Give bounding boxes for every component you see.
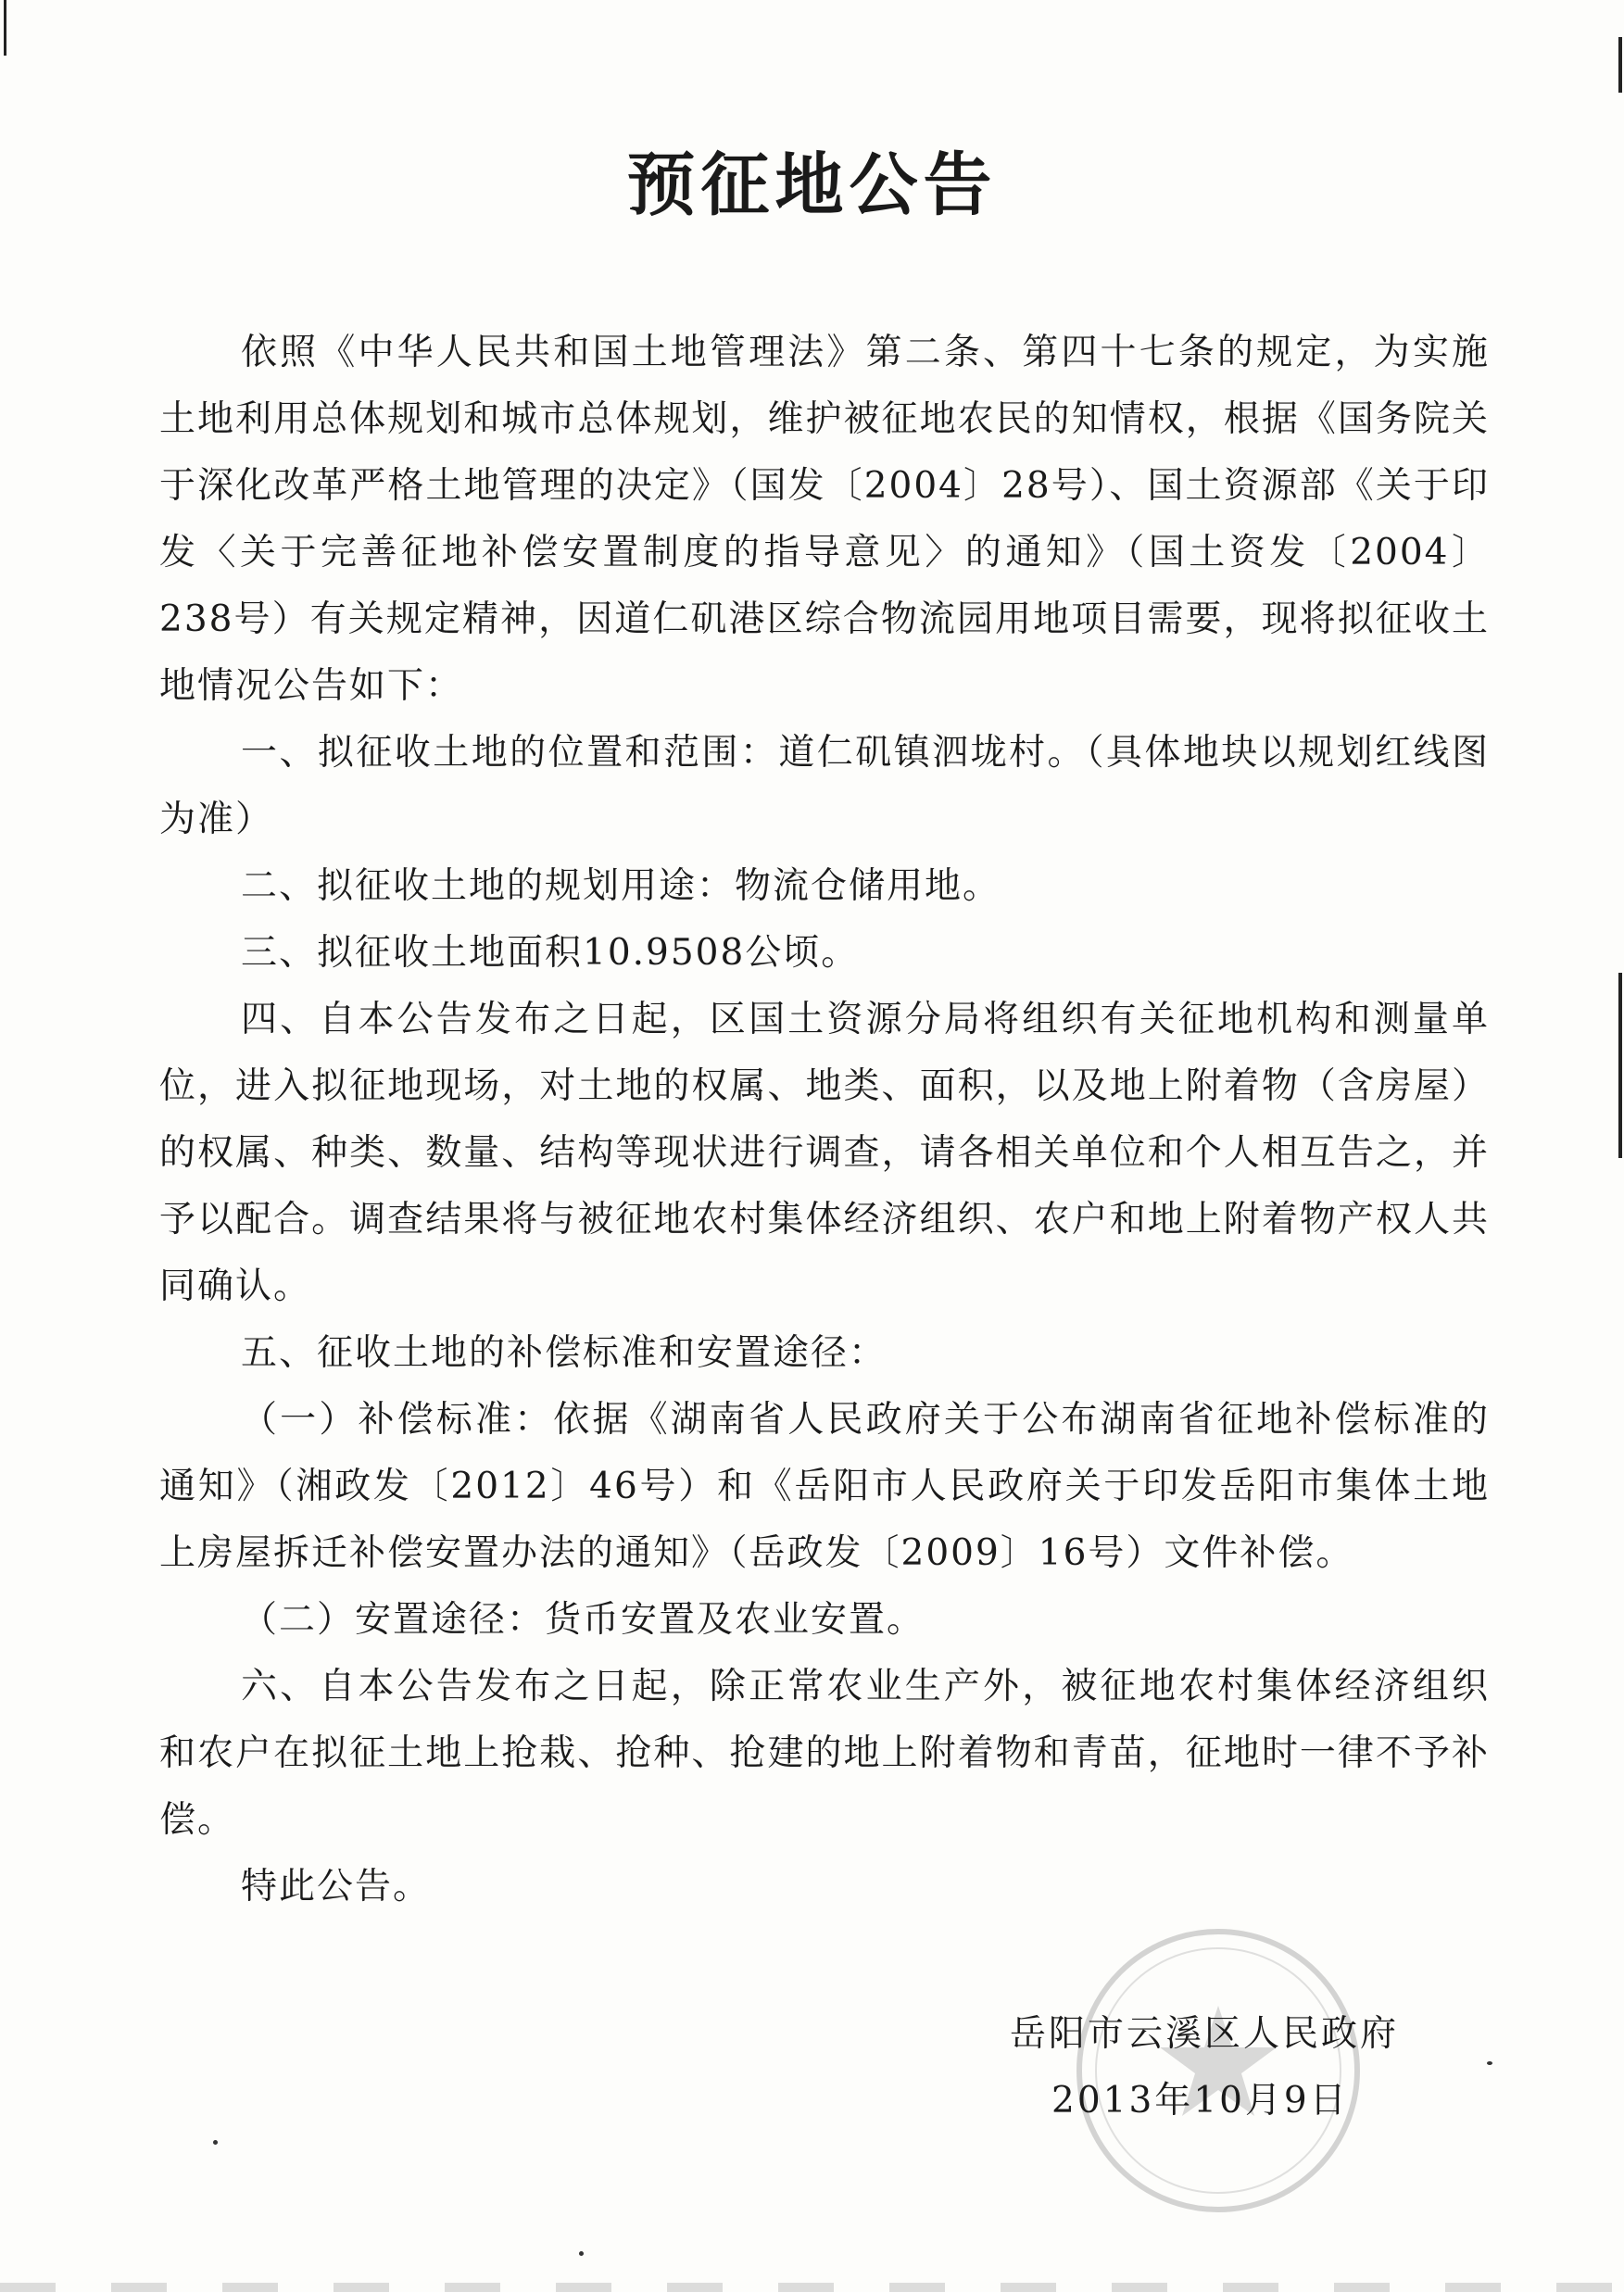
paragraph-survey: 四、自本公告发布之日起，区国土资源分局将组织有关征地机构和测量单位，进入拟征地现场，对土地的权属、地类、面积，以及地上附着物（含房屋）的权属、种类、数量、结构等现状进行调查，请各相关单位和个人相互告之，并予以配合。调查结果将与被征地农村集体经济组织、农户和地上附着物产权人共同确认。: [159, 999, 1490, 1307]
scan-edge-mark: [1618, 973, 1622, 1158]
scan-speck: [1487, 2061, 1492, 2065]
paragraph-closing: 特此公告。: [241, 1866, 432, 1908]
scan-edge-mark: [4, 0, 6, 56]
paragraph-intro: 依照《中华人民共和国土地管理法》第二条、第四十七条的规定，为实施土地利用总体规划和城市总体规划，维护被征地农民的知情权，根据《国务院关于深化改革严格土地管理的决定》（国发〔2004〕28号）、国土资源部《关于印发〈关于完善征地补偿安置制度的指导意见〉的通知》（国土资发〔2004〕238号）有关规定精神，因道仁矶港区综合物流园用地项目需要，现将拟征收土地情况公告如下：: [159, 332, 1490, 707]
signing-organization: 岳阳市云溪区人民政府: [1010, 2013, 1400, 2055]
paragraph-no-compensation: 六、自本公告发布之日起，除正常农业生产外，被征地农村集体经济组织和农户在拟征土地上抢栽、抢种、抢建的地上附着物和青苗，征地时一律不予补偿。: [159, 1666, 1490, 1841]
document-title: 预征地公告: [626, 145, 998, 225]
paragraph-resettlement: （二）安置途径：货币安置及农业安置。: [241, 1599, 925, 1641]
paragraph-area: 三、拟征收土地面积10.9508公顷。: [241, 932, 860, 974]
signature-block: [963, 2001, 1482, 2135]
signing-date: 2013年10月9日: [1051, 2080, 1349, 2122]
paragraph-compensation-heading: 五、征收土地的补偿标准和安置途径：: [241, 1332, 888, 1374]
paragraph-location: 一、拟征收土地的位置和范围：道仁矶镇泗垅村。（具体地块以规划红线图为准）: [159, 732, 1490, 840]
paragraph-compensation-standard: （一）补偿标准：依据《湖南省人民政府关于公布湖南省征地补偿标准的通知》（湘政发〔2012〕46号）和《岳阳市人民政府关于印发岳阳市集体土地上房屋拆迁补偿安置办法的通知》（岳政发〔2009〕16号）文件补偿。: [159, 1399, 1490, 1574]
scan-speck: [213, 2140, 218, 2145]
document-body: [159, 320, 1490, 1920]
scan-edge-mark: [1618, 37, 1622, 93]
scan-bottom-edge: [0, 2283, 1624, 2292]
scan-speck: [579, 2251, 584, 2256]
paragraph-usage: 二、拟征收土地的规划用途：物流仓储用地。: [241, 865, 1001, 907]
